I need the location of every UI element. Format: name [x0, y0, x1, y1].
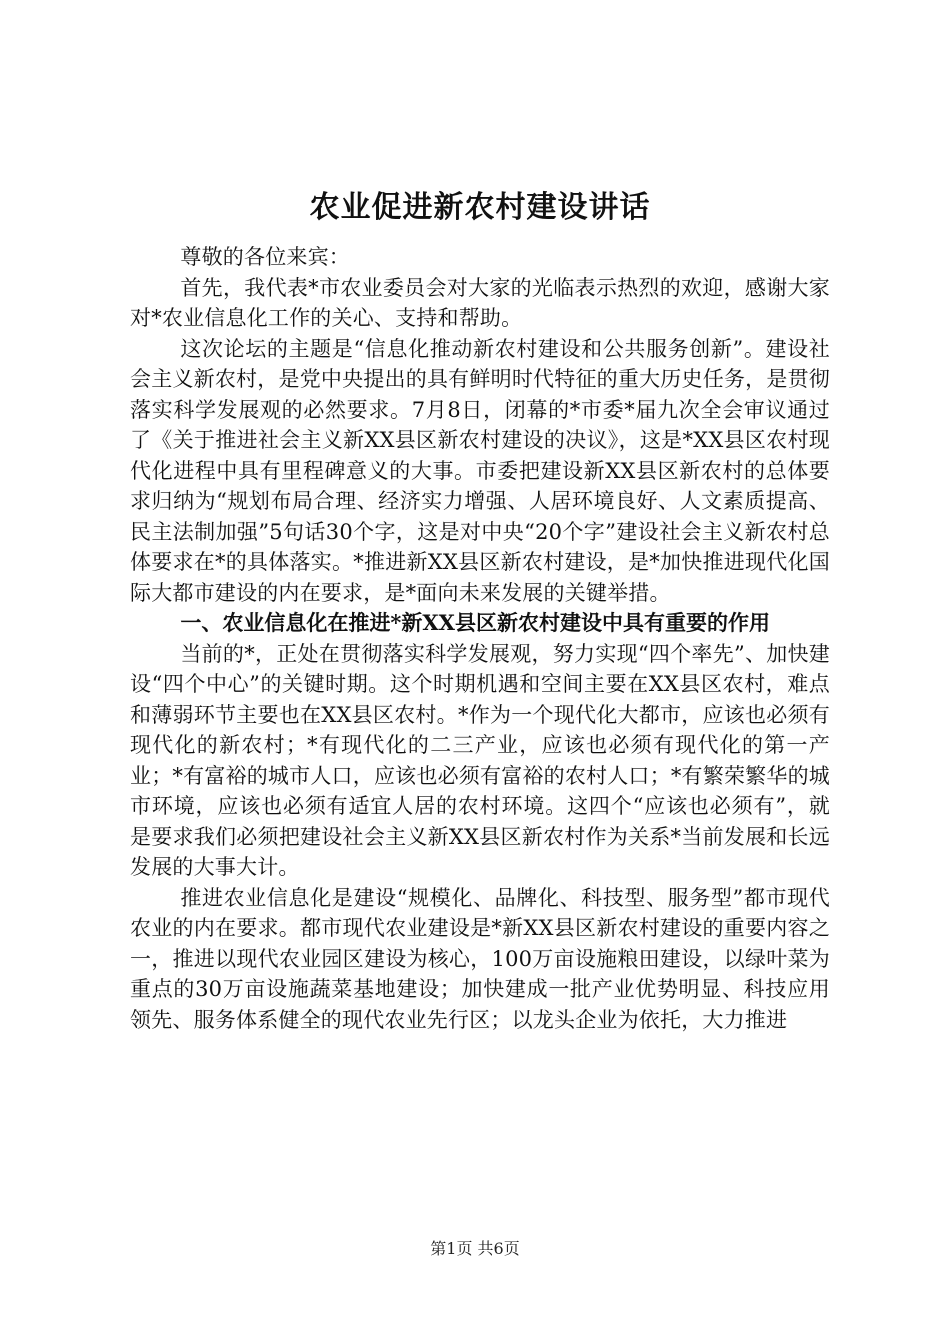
document-title: 农业促进新农村建设讲话 [309, 190, 651, 225]
salutation: 尊敬的各位来宾： [180, 245, 350, 269]
paragraph-welcome: 首先，我代表*市农业委员会对大家的光临表示热烈的欢迎，感谢大家对*农业信息化工作的关心、支持和帮助。 [130, 275, 830, 330]
paragraph-informatization: 推进农业信息化是建设“规模化、品牌化、科技型、服务型”都市现代农业的内在要求。都市现代农业建设是*新XX县区新农村建设的重要内容之一，推进以现代农业园区建设为核心，100万亩设施粮田建设，以绿叶菜为重点的30万亩设施蔬菜基地建设；加快建成一批产业优势明显、科技应用领先、服务体系健全的现代农业先行区；以龙头企业为依托，大力推进 [130, 885, 830, 1032]
paragraph-forum-theme: 这次论坛的主题是“信息化推动新农村建设和公共服务创新”。建设社会主义新农村，是党中央提出的具有鲜明时代特征的重大历史任务，是贯彻落实科学发展观的必然要求。7月8日，闭幕的*市委*届九次全会审议通过了《关于推进社会主义新XX县区新农村建设的决议》，这是*XX县区农村现代化进程中具有里程碑意义的大事。市委把建设新XX县区新农村的总体要求归纳为“规划布局合理、经济实力增强、人居环境良好、人文素质提高、民主法制加强”5句话30个字，这是对中央“20个字”建设社会主义新农村总体要求在*的具体落实。*推进新XX县区新农村建设，是*加快推进现代化国际大都市建设的内在要求，是*面向未来发展的关键举措。 [130, 336, 830, 605]
section-heading-1: 一、农业信息化在推进*新XX县区新农村建设中具有重要的作用 [180, 610, 770, 635]
page-number-footer: 第1页 共6页 [430, 1239, 520, 1258]
paragraph-current-situation: 当前的*，正处在贯彻落实科学发展观，努力实现“四个率先”、加快建设“四个中心”的关键时期。这个时期机遇和空间主要在XX县区农村，难点和薄弱环节主要也在XX县区农村。*作为一个现代化大都市，应该也必须有现代化的新农村；*有现代化的二三产业，应该也必须有现代化的第一产业；*有富裕的城市人口，应该也必须有富裕的农村人口；*有繁荣繁华的城市环境，应该也必须有适宜人居的农村环境。这四个“应该也必须有”，就是要求我们必须把建设社会主义新XX县区新农村作为关系*当前发展和长远发展的大事大计。 [130, 641, 830, 879]
document-page [130, 182, 830, 1035]
